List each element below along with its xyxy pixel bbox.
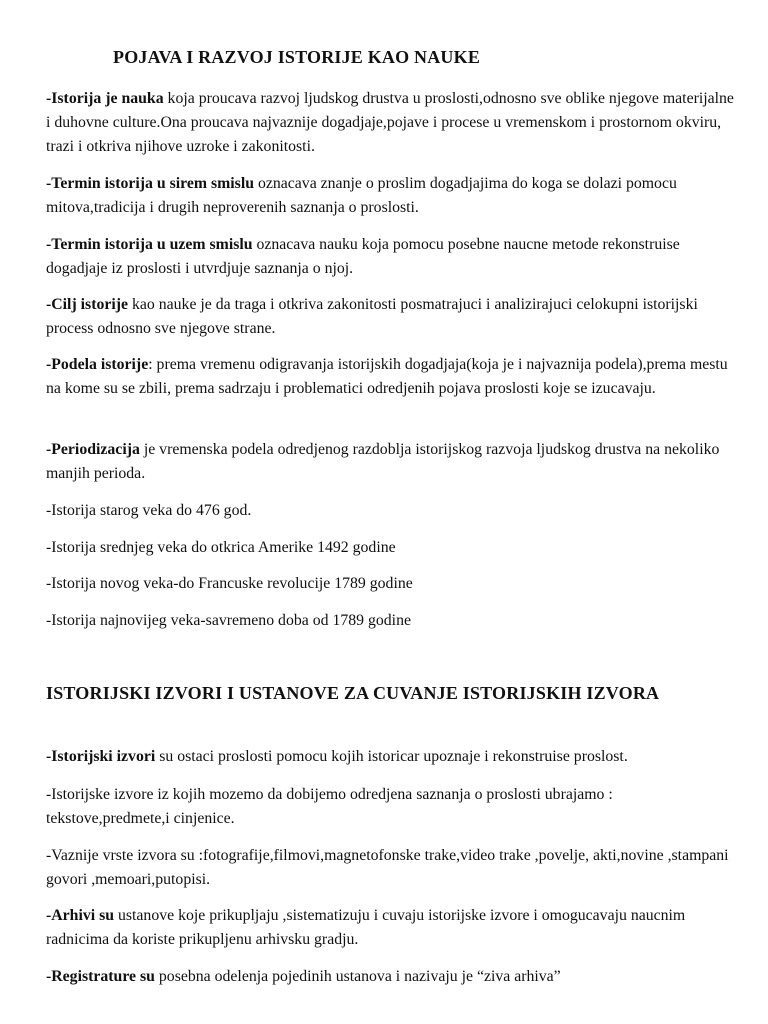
paragraph-term: -Podela istorije (46, 356, 149, 373)
paragraph-cilj-istorije (46, 293, 736, 341)
paragraph-text: : prema vremenu odigravanja istorijskih dogadjaja(koja je i najvaznija podela),prema mestu na kome su se zbili, prema sadrzaju i problematici odredjenih pojava proslosti koje se izucavaju. (46, 356, 728, 397)
paragraph-registrature (46, 965, 736, 989)
paragraph-text: -Istorija novog veka-do Francuske revolucije 1789 godine (46, 575, 413, 592)
paragraph-periodizacija (46, 438, 736, 486)
document-title: POJAVA I RAZVOJ ISTORIJE KAO NAUKE (113, 47, 481, 67)
paragraph-text: -Istorijske izvore iz kojih mozemo da dobijemo odredjena saznanja o proslosti ubrajamo : tekstove,predmete,i cinjenice. (46, 786, 613, 827)
paragraph-uzem-smislu (46, 233, 736, 281)
paragraph-text: kao nauke je da traga i otkriva zakonitosti posmatrajuci i analizirajuci celokupni istorijski process odnosno sve njegove strane. (46, 296, 698, 337)
paragraph-term: -Istorijski izvori (46, 748, 156, 765)
paragraph-podela-istorije (46, 353, 736, 401)
paragraph-term: -Arhivi su (46, 907, 115, 924)
paragraph-term: -Registrature su (46, 968, 155, 985)
paragraph-istorija-je-nauka (46, 87, 736, 159)
paragraph-term: -Termin istorija u sirem smislu (46, 175, 254, 192)
paragraph-text: ustanove koje prikupljaju ,sistematizuju i cuvaju istorijske izvore i omogucavaju naucnim radnicima da koriste prikupljenu arhivsku gradju. (46, 907, 686, 948)
paragraph-text: -Istorija starog veka do 476 god. (46, 502, 252, 519)
period-stari-vek (46, 499, 736, 523)
paragraph-text: je vremenska podela odredjenog razdoblja istorijskog razvoja ljudskog drustva na nekoliko manjih perioda. (46, 441, 720, 482)
paragraph-text: -Istorija najnovijeg veka-savremeno doba od 1789 godine (46, 612, 411, 629)
paragraph-text: oznacava znanje o proslim dogadjajima do koga se dolazi pomocu mitova,tradicija i drugih neproverenih saznanja o proslosti. (46, 175, 677, 216)
paragraph-text: posebna odelenja pojedinih ustanova i nazivaju je “ziva arhiva” (154, 968, 561, 985)
section-title-istorijski-izvori: ISTORIJSKI IZVORI I USTANOVE ZA CUVANJE ISTORIJSKIH IZVORA (46, 683, 660, 703)
paragraph-istorijski-izvori (46, 745, 736, 769)
paragraph-sirem-smislu (46, 172, 736, 220)
paragraph-text: -Vaznije vrste izvora su :fotografije,filmovi,magnetofonske trake,video trake ,povelje, akti,novine ,stampani govori ,memoari,putopisi. (46, 847, 729, 888)
paragraph-vrste-izvora (46, 844, 736, 892)
period-najnoviji-vek (46, 609, 736, 633)
paragraph-term: -Periodizacija (46, 441, 140, 458)
period-novi-vek (46, 572, 736, 596)
paragraph-text: -Istorija srednjeg veka do otkrica Amerike 1492 godine (46, 539, 396, 556)
paragraph-arhivi (46, 904, 736, 952)
paragraph-term: -Istorija je nauka (46, 90, 164, 107)
paragraph-izvori-ubrajamo (46, 783, 736, 831)
paragraph-term: -Termin istorija u uzem smislu (46, 236, 253, 253)
paragraph-term: -Cilj istorije (46, 296, 129, 313)
paragraph-text: oznacava nauku koja pomocu posebne naucne metode rekonstruise dogadjaje iz proslosti i utvrdjuje saznanja o njoj. (46, 236, 680, 277)
paragraph-text: koja proucava razvoj ljudskog drustva u proslosti,odnosno sve oblike njegove materijalne i duhovne culture.Ona proucava najvaznije dogadjaje,pojave i procese u vremenskom i prostornom okviru, trazi i otkriva njihove uzroke i zakonitosti. (46, 90, 734, 155)
period-srednji-vek (46, 536, 736, 560)
paragraph-text: su ostaci proslosti pomocu kojih istoricar upoznaje i rekonstruise proslost. (155, 748, 628, 765)
